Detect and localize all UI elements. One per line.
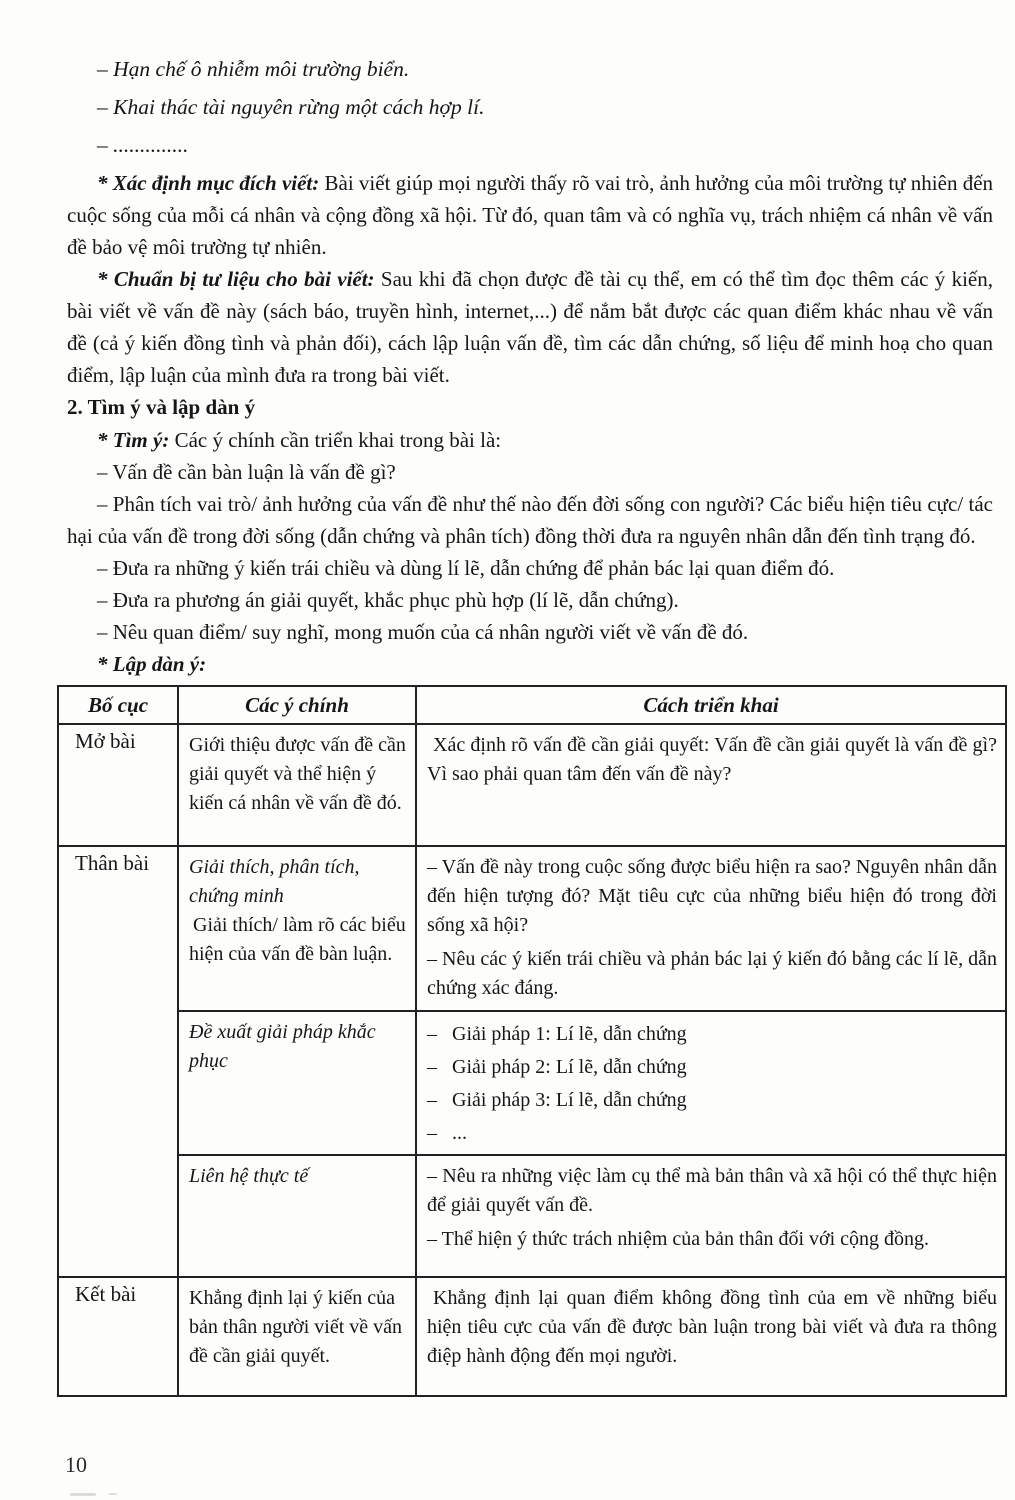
ket-bai-dev-cell [416, 1277, 1006, 1396]
materials-label: * Chuẩn bị tư liệu cho bài viết: [97, 267, 375, 291]
idea-item: – Đưa ra phương án giải quyết, khắc phục phù hợp (lí lẽ, dẫn chứng). [97, 588, 679, 612]
find-ideas-label: * Tìm ý: [97, 428, 170, 452]
than-bai-1-dev-text: – Vấn đề này trong cuộc sống được biểu hiện ra sao? Nguyên nhân dẫn đến hiện tượng đó? Mặt tiêu cực của những biểu hiện đó trong đời sống xã hội? [427, 856, 997, 936]
than-bai-3-idea-italic: Liên hệ thực tế [189, 1165, 309, 1187]
than-bai-1-idea-italic: Giải thích, phân tích, chứng minh [189, 856, 360, 907]
idea-item: – Nêu quan điểm/ suy nghĩ, mong muốn của cá nhân người viết về vấn đề đó. [97, 620, 749, 644]
than-bai-3-dev-text: – Nêu ra những việc làm cụ thể mà bản thân và xã hội có thể thực hiện để giải quyết vấn đề. [427, 1165, 997, 1216]
intro-item: – Hạn chế ô nhiễm môi trường biển. [97, 57, 410, 81]
than-bai-3-dev-cell [416, 1155, 1006, 1277]
find-ideas-text: Các ý chính cần triển khai trong bài là: [174, 428, 502, 452]
mo-bai-dev-text: Xác định rõ vấn đề cần giải quyết: Vấn đề cần giải quyết là vấn đề gì? Vì sao phải quan tâm đến vấn đề này? [427, 734, 997, 785]
ket-bai-idea-cell [178, 1277, 416, 1396]
page-number: 10 [65, 1452, 87, 1477]
row-mo-bai [58, 724, 1006, 846]
solution-item: – ... [427, 1122, 467, 1144]
than-bai-1-idea-cell [178, 846, 416, 1011]
section-heading: 2. Tìm ý và lập dàn ý [67, 395, 256, 419]
label-than-bai: Thân bài [58, 846, 178, 1277]
mo-bai-idea-text: Giới thiệu được vấn đề cần giải quyết và thể hiện ý kiến cá nhân về vấn đề đó. [189, 734, 406, 814]
than-bai-2-idea-cell [178, 1011, 416, 1155]
row-ket-bai [58, 1277, 1006, 1396]
row-than-bai-1 [58, 846, 1006, 1011]
header-bo-cuc: Bố cục [58, 686, 178, 724]
table-header-row [58, 686, 1006, 724]
label-ket-bai: Kết bài [58, 1277, 178, 1396]
solution-item: – Giải pháp 1: Lí lẽ, dẫn chứng [427, 1023, 687, 1045]
label-mo-bai: Mở bài [58, 724, 178, 846]
outline-table [57, 685, 1007, 1397]
scan-noise [70, 1493, 96, 1496]
idea-item: – Đưa ra những ý kiến trái chiều và dùng lí lẽ, dẫn chứng để phản bác lại quan điểm đó. [97, 556, 835, 580]
ket-bai-dev-text: Khẳng định lại quan điểm không đồng tình của em về những biểu hiện tiêu cực của vấn đề được bàn luận trong bài viết và đưa ra thông điệp hành động đến mọi người. [427, 1287, 997, 1367]
purpose-text: Bài viết giúp mọi người thấy rõ vai trò, ảnh hưởng của môi trường tự nhiên đến cuộc sống của mỗi cá nhân và cộng đồng xã hội. Từ đó, quan tâm và có nghĩa vụ, trách nhiệm cá nhân về vấn đề bảo vệ môi trường tự nhiên. [67, 171, 994, 259]
idea-item: – Phân tích vai trò/ ảnh hưởng của vấn đề như thế nào đến đời sống con người? Các biểu hiện tiêu cực/ tác hại của vấn đề trong đời sống (dẫn chứng và phân tích) đồng thời đưa ra nguyên nhân dẫn đến tình trạng đó. [67, 492, 993, 548]
than-bai-3-dev-text: – Thể hiện ý thức trách nhiệm của bản thân đối với cộng đồng. [427, 1228, 930, 1250]
materials-paragraph [67, 263, 993, 391]
mo-bai-idea-cell [178, 724, 416, 846]
than-bai-2-idea-italic: Đề xuất giải pháp khắc phục [189, 1021, 376, 1072]
row-than-bai-2 [58, 1011, 1006, 1155]
header-cac-y-chinh: Các ý chính [178, 686, 416, 724]
purpose-paragraph [67, 167, 993, 263]
row-than-bai-3 [58, 1155, 1006, 1277]
page-content [67, 50, 997, 1397]
find-ideas-paragraph [67, 424, 993, 456]
than-bai-1-dev-cell [416, 846, 1006, 1011]
header-cach-trien-khai: Cách triển khai [416, 686, 1006, 724]
materials-text: Sau khi đã chọn được đề tài cụ thể, em có thể tìm đọc thêm các ý kiến, bài viết về vấn đề này (sách báo, truyền hình, internet,...) để nắm bắt được các quan điểm khác nhau về vấn đề (cả ý kiến đồng tình và phản đối), cách lập luận vấn đề, tìm các dẫn chứng, số liệu để minh hoạ cho quan điểm, lập luận của mình đưa ra trong bài viết. [67, 267, 994, 387]
than-bai-2-dev-cell [416, 1011, 1006, 1155]
ket-bai-idea-text: Khẳng định lại ý kiến của bản thân người viết về vấn đề cần giải quyết. [189, 1287, 403, 1367]
than-bai-3-idea-cell [178, 1155, 416, 1277]
scan-noise [108, 1493, 118, 1495]
solution-item: – Giải pháp 2: Lí lẽ, dẫn chứng [427, 1056, 687, 1078]
idea-item: – Vấn đề cần bàn luận là vấn đề gì? [97, 460, 396, 484]
mo-bai-dev-cell [416, 724, 1006, 846]
intro-item: – Khai thác tài nguyên rừng một cách hợp lí. [97, 95, 485, 119]
intro-item: – .............. [97, 133, 189, 157]
than-bai-1-dev-text: – Nêu các ý kiến trái chiều và phản bác lại ý kiến đó bằng các lí lẽ, dẫn chứng xác đáng. [427, 948, 997, 999]
purpose-label: * Xác định mục đích viết: [97, 171, 320, 195]
outline-label: * Lập dàn ý: [97, 652, 207, 676]
than-bai-1-idea-text: Giải thích/ làm rõ các biểu hiện của vấn đề bàn luận. [189, 914, 406, 965]
solution-item: – Giải pháp 3: Lí lẽ, dẫn chứng [427, 1089, 687, 1111]
